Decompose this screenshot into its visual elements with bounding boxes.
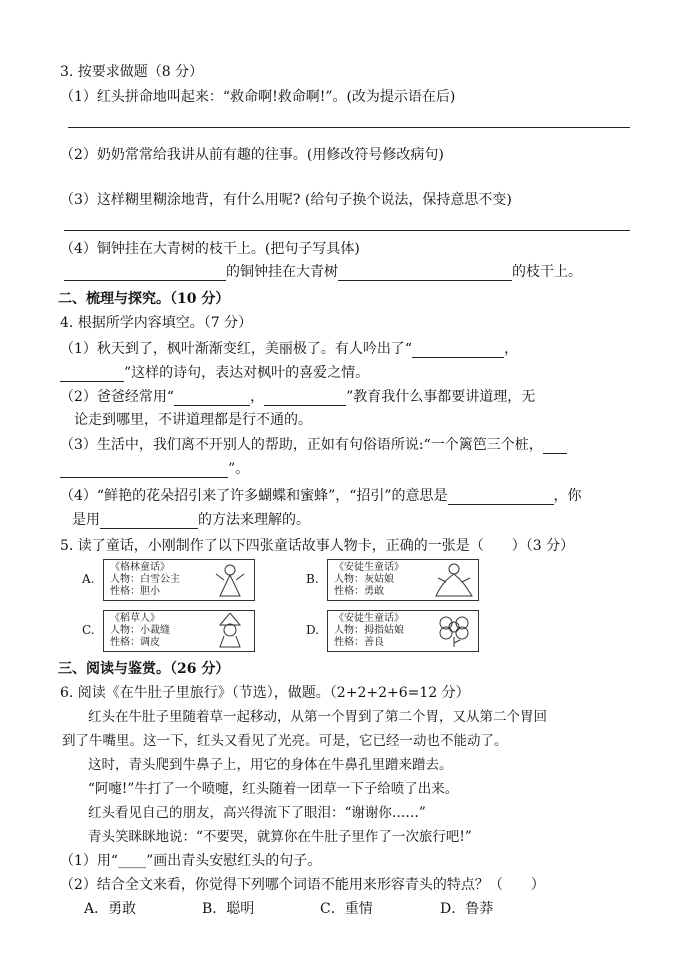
q4-item-4-cont: 是用 的方法来理解的。 bbox=[72, 512, 310, 528]
option-a[interactable]: A．勇敢 bbox=[84, 901, 137, 917]
q6-sub-1: （1）用“____”画出青头安慰红头的句子。 bbox=[60, 853, 322, 869]
princess-illustration bbox=[210, 562, 250, 598]
q6-sub-2: （2）结合全文来看，你觉得下列哪个词语不能用来形容青头的特点？（ ） bbox=[60, 877, 545, 893]
passage-paragraph: 红头在牛肚子里随着草一起移动，从第一个胃到了第二个胃，又从第二个胃回 bbox=[88, 709, 547, 725]
fill-blank[interactable] bbox=[64, 266, 226, 281]
cinderella-illustration bbox=[434, 562, 474, 598]
q3-item-1: （1）红头拼命地叫起来：“救命啊!救命啊!”。(改为提示语在后) bbox=[60, 89, 456, 105]
fill-blank[interactable] bbox=[264, 391, 346, 406]
fill-blank[interactable] bbox=[174, 391, 250, 406]
q4-item-2-cont: 论走到哪里，不讲道理都是行不通的。 bbox=[74, 412, 312, 428]
fill-blank[interactable] bbox=[60, 463, 228, 478]
q3-item-3: （3）这样糊里糊涂地背，有什么用呢? (给句子换个说法，保持意思不变) bbox=[60, 192, 512, 208]
answer-line[interactable] bbox=[68, 127, 630, 128]
passage-paragraph: “阿嚏!”牛打了一个喷嚏，红头随着一团草一下子给喷了出来。 bbox=[88, 781, 459, 797]
thumbelina-flower-illustration bbox=[434, 613, 474, 649]
q4-item-4: （4）“鲜艳的花朵招引来了许多蝴蝶和蜜蜂”，“招引”的意思是 ，你 bbox=[60, 488, 582, 504]
tailor-illustration bbox=[210, 613, 250, 649]
q3-item-4-fill: 的铜钟挂在大青树 的枝干上。 bbox=[64, 263, 582, 281]
passage-paragraph: 青头笑眯眯地说：“不要哭，就算你在牛肚子里作了一次旅行吧!” bbox=[88, 829, 472, 845]
q3-title: 3. 按要求做题（8 分） bbox=[60, 64, 204, 80]
passage-paragraph: 到了牛嘴里。这一下，红头又看见了光亮。可是，它已经一动也不能动了。 bbox=[62, 733, 508, 749]
q3-item-4: （4）铜钟挂在大青树的枝干上。(把句子写具体) bbox=[60, 241, 360, 257]
option-c[interactable]: C．重情 bbox=[320, 901, 373, 917]
character-card-b[interactable]: B. 《安徒生童话》 人物：灰姑娘 性格：勇敢 bbox=[327, 559, 479, 601]
section-title: 三、阅读与鉴赏。（26 分） bbox=[58, 661, 230, 677]
fill-blank[interactable] bbox=[543, 439, 567, 454]
q4-item-3-cont: ”。 bbox=[60, 460, 249, 478]
fill-blank[interactable] bbox=[338, 266, 512, 281]
q4-title: 4. 根据所学内容填空。（7 分） bbox=[60, 315, 253, 331]
fill-blank[interactable] bbox=[60, 367, 124, 382]
option-d[interactable]: D．鲁莽 bbox=[440, 901, 494, 917]
passage-paragraph: 红头看见自己的朋友，高兴得流下了眼泪：“谢谢你……” bbox=[88, 805, 426, 821]
character-card-a[interactable]: A. 《格林童话》 人物：白雪公主 性格：胆小 bbox=[103, 559, 255, 601]
q3-item-2: （2）奶奶常常给我讲从前有趣的往事。(用修改符号修改病句) bbox=[60, 147, 444, 163]
q5-title: 5. 读了童话，小刚制作了以下四张童话故事人物卡，正确的一张是（ ）（3 分） bbox=[60, 538, 575, 554]
q6-title: 6. 阅读《在牛肚子里旅行》（节选），做题。（2+2+2+6=12 分） bbox=[60, 685, 470, 701]
q4-item-2: （2）爸爸经常用“ ， ”教育我什么事都要讲道理，无 bbox=[60, 389, 536, 405]
character-card-c[interactable]: C. 《稻草人》 人物：小裁缝 性格：调皮 bbox=[103, 610, 255, 652]
passage-paragraph: 这时，青头爬到牛鼻子上，用它的身体在牛鼻孔里蹭来蹭去。 bbox=[88, 757, 453, 773]
q4-item-3: （3）生活中，我们离不开别人的帮助，正如有句俗语所说:“一个篱笆三个桩， bbox=[60, 436, 567, 454]
q4-item-1: （1）秋天到了，枫叶渐渐变红，美丽极了。有人吟出了“ ， bbox=[60, 341, 519, 357]
option-b[interactable]: B．聪明 bbox=[202, 901, 255, 917]
answer-line[interactable] bbox=[64, 230, 630, 231]
fill-blank[interactable] bbox=[412, 343, 504, 358]
q4-item-1-cont: ”这样的诗句，表达对枫叶的喜爱之情。 bbox=[60, 364, 369, 382]
character-card-d[interactable]: D. 《安徒生童话》 人物：拇指姑娘 性格：善良 bbox=[327, 610, 479, 652]
section-title: 二、梳理与探究。（10 分） bbox=[58, 291, 230, 307]
fill-blank[interactable] bbox=[100, 514, 198, 529]
fill-blank[interactable] bbox=[448, 490, 554, 505]
